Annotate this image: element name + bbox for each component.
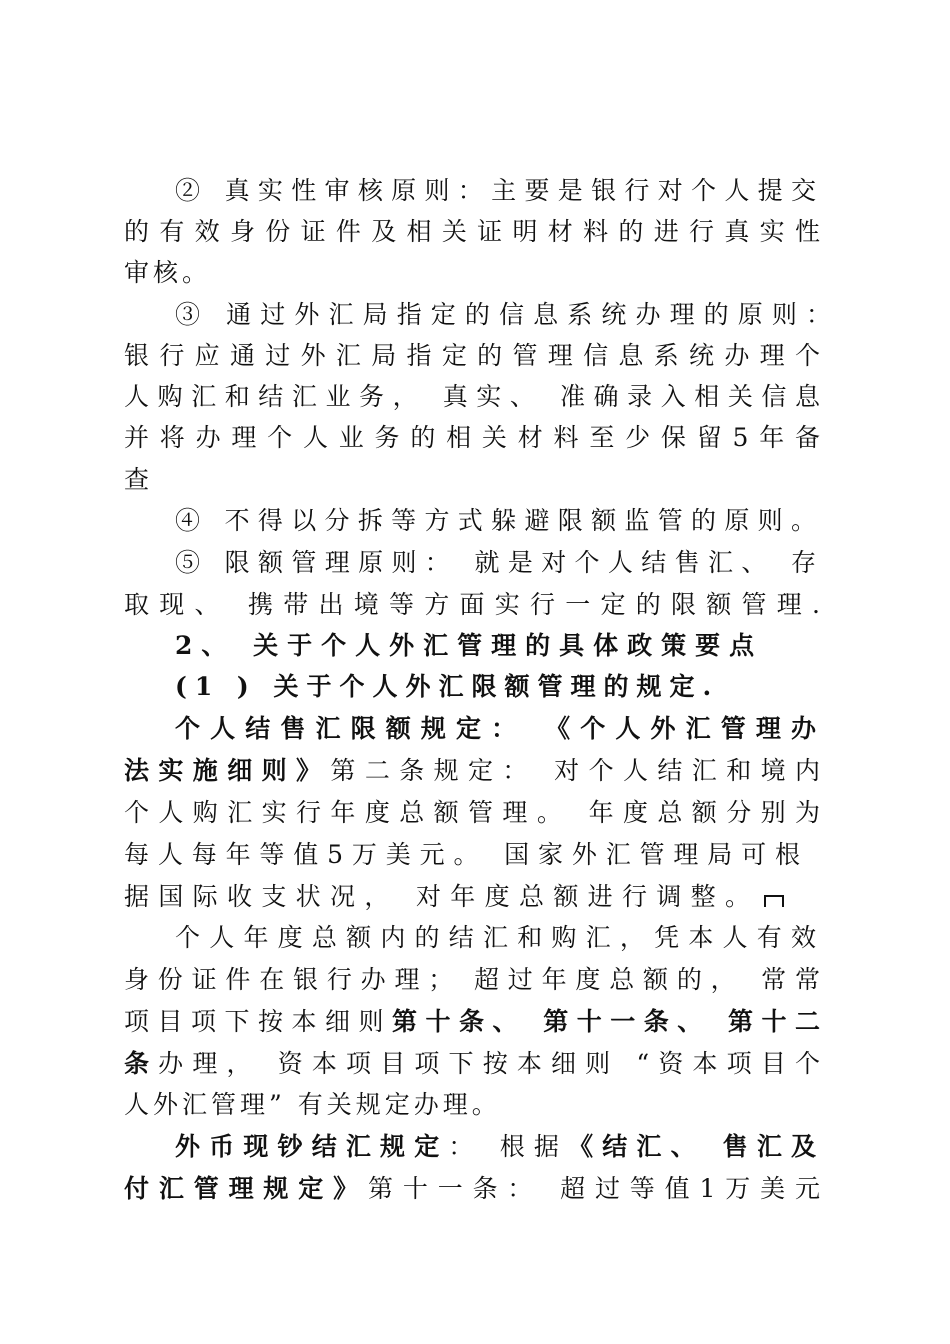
- subsection-heading: (1 ) 关于个人外汇限额管理的规定.: [175, 672, 720, 701]
- bold-span: 第十条、 第十一条、 第十二: [392, 1007, 824, 1036]
- text-line: ⑤ 限额管理原则： 就是对个人结售汇、 存: [175, 548, 820, 577]
- text-line: ③ 通过外汇局指定的信息系统办理的原则：: [175, 300, 835, 329]
- text-line: [124, 754, 824, 788]
- section-heading: 2、 关于个人外汇管理的具体政策要点: [175, 631, 764, 660]
- text-line: 审核。: [124, 258, 212, 287]
- text-line: 个人购汇实行年度总额管理。 年度总额分别为: [124, 798, 824, 827]
- text-line: [124, 1047, 824, 1081]
- text-line: 的有效身份证件及相关证明材料的进行真实性: [124, 217, 824, 246]
- text-line: 人购汇和结汇业务， 真实、 准确录入相关信息: [124, 382, 824, 411]
- text-line: 每人每年等值5万美元。 国家外汇管理局可根: [124, 840, 804, 869]
- text-span: 项目项下按本细则: [124, 1007, 393, 1036]
- text-line: 据国际收支状况， 对年度总额进行调整。: [124, 882, 754, 911]
- text-line: [124, 1172, 824, 1206]
- text-line: 银行应通过外汇局指定的管理信息系统办理个: [124, 341, 824, 370]
- text-line: 身份证件在银行办理； 超过年度总额的， 常常: [124, 965, 824, 994]
- bold-span: 付汇管理规定》: [124, 1174, 368, 1203]
- bold-span: 《结汇、 售汇及: [568, 1132, 820, 1161]
- bold-span: 外币现钞结汇规定: [175, 1132, 449, 1161]
- text-line: 个人年度总额内的结汇和购汇，凭本人有效: [175, 923, 820, 952]
- text-line: ④ 不得以分拆等方式躲避限额监管的原则。: [175, 506, 820, 535]
- text-line: 查: [124, 465, 154, 494]
- text-line: 人外汇管理” 有关规定办理。: [124, 1090, 501, 1119]
- text-line: 并将办理个人业务的相关材料至少保留5年备: [124, 423, 824, 452]
- text-span: 办理， 资本项目项下按本细则 “资本项目个: [158, 1049, 824, 1078]
- text-span: ： 根据: [448, 1132, 569, 1161]
- text-line: 取现、 携带出境等方面实行一定的限额管理.: [124, 590, 824, 619]
- text-span: 第二条规定： 对个人结汇和境内: [330, 756, 824, 785]
- text-line: 个人结售汇限额规定： 《个人外汇管理办: [175, 714, 820, 743]
- bracket-mark: [764, 895, 784, 907]
- bold-span: 法实施细则》: [124, 756, 331, 785]
- bold-span: 条: [124, 1049, 159, 1078]
- text-span: 第十一条： 超过等值1万美元: [368, 1174, 824, 1203]
- text-line: ② 真实性审核原则：主要是银行对个人提交: [175, 176, 820, 205]
- text-line: [124, 1005, 824, 1039]
- text-line: [175, 1130, 820, 1164]
